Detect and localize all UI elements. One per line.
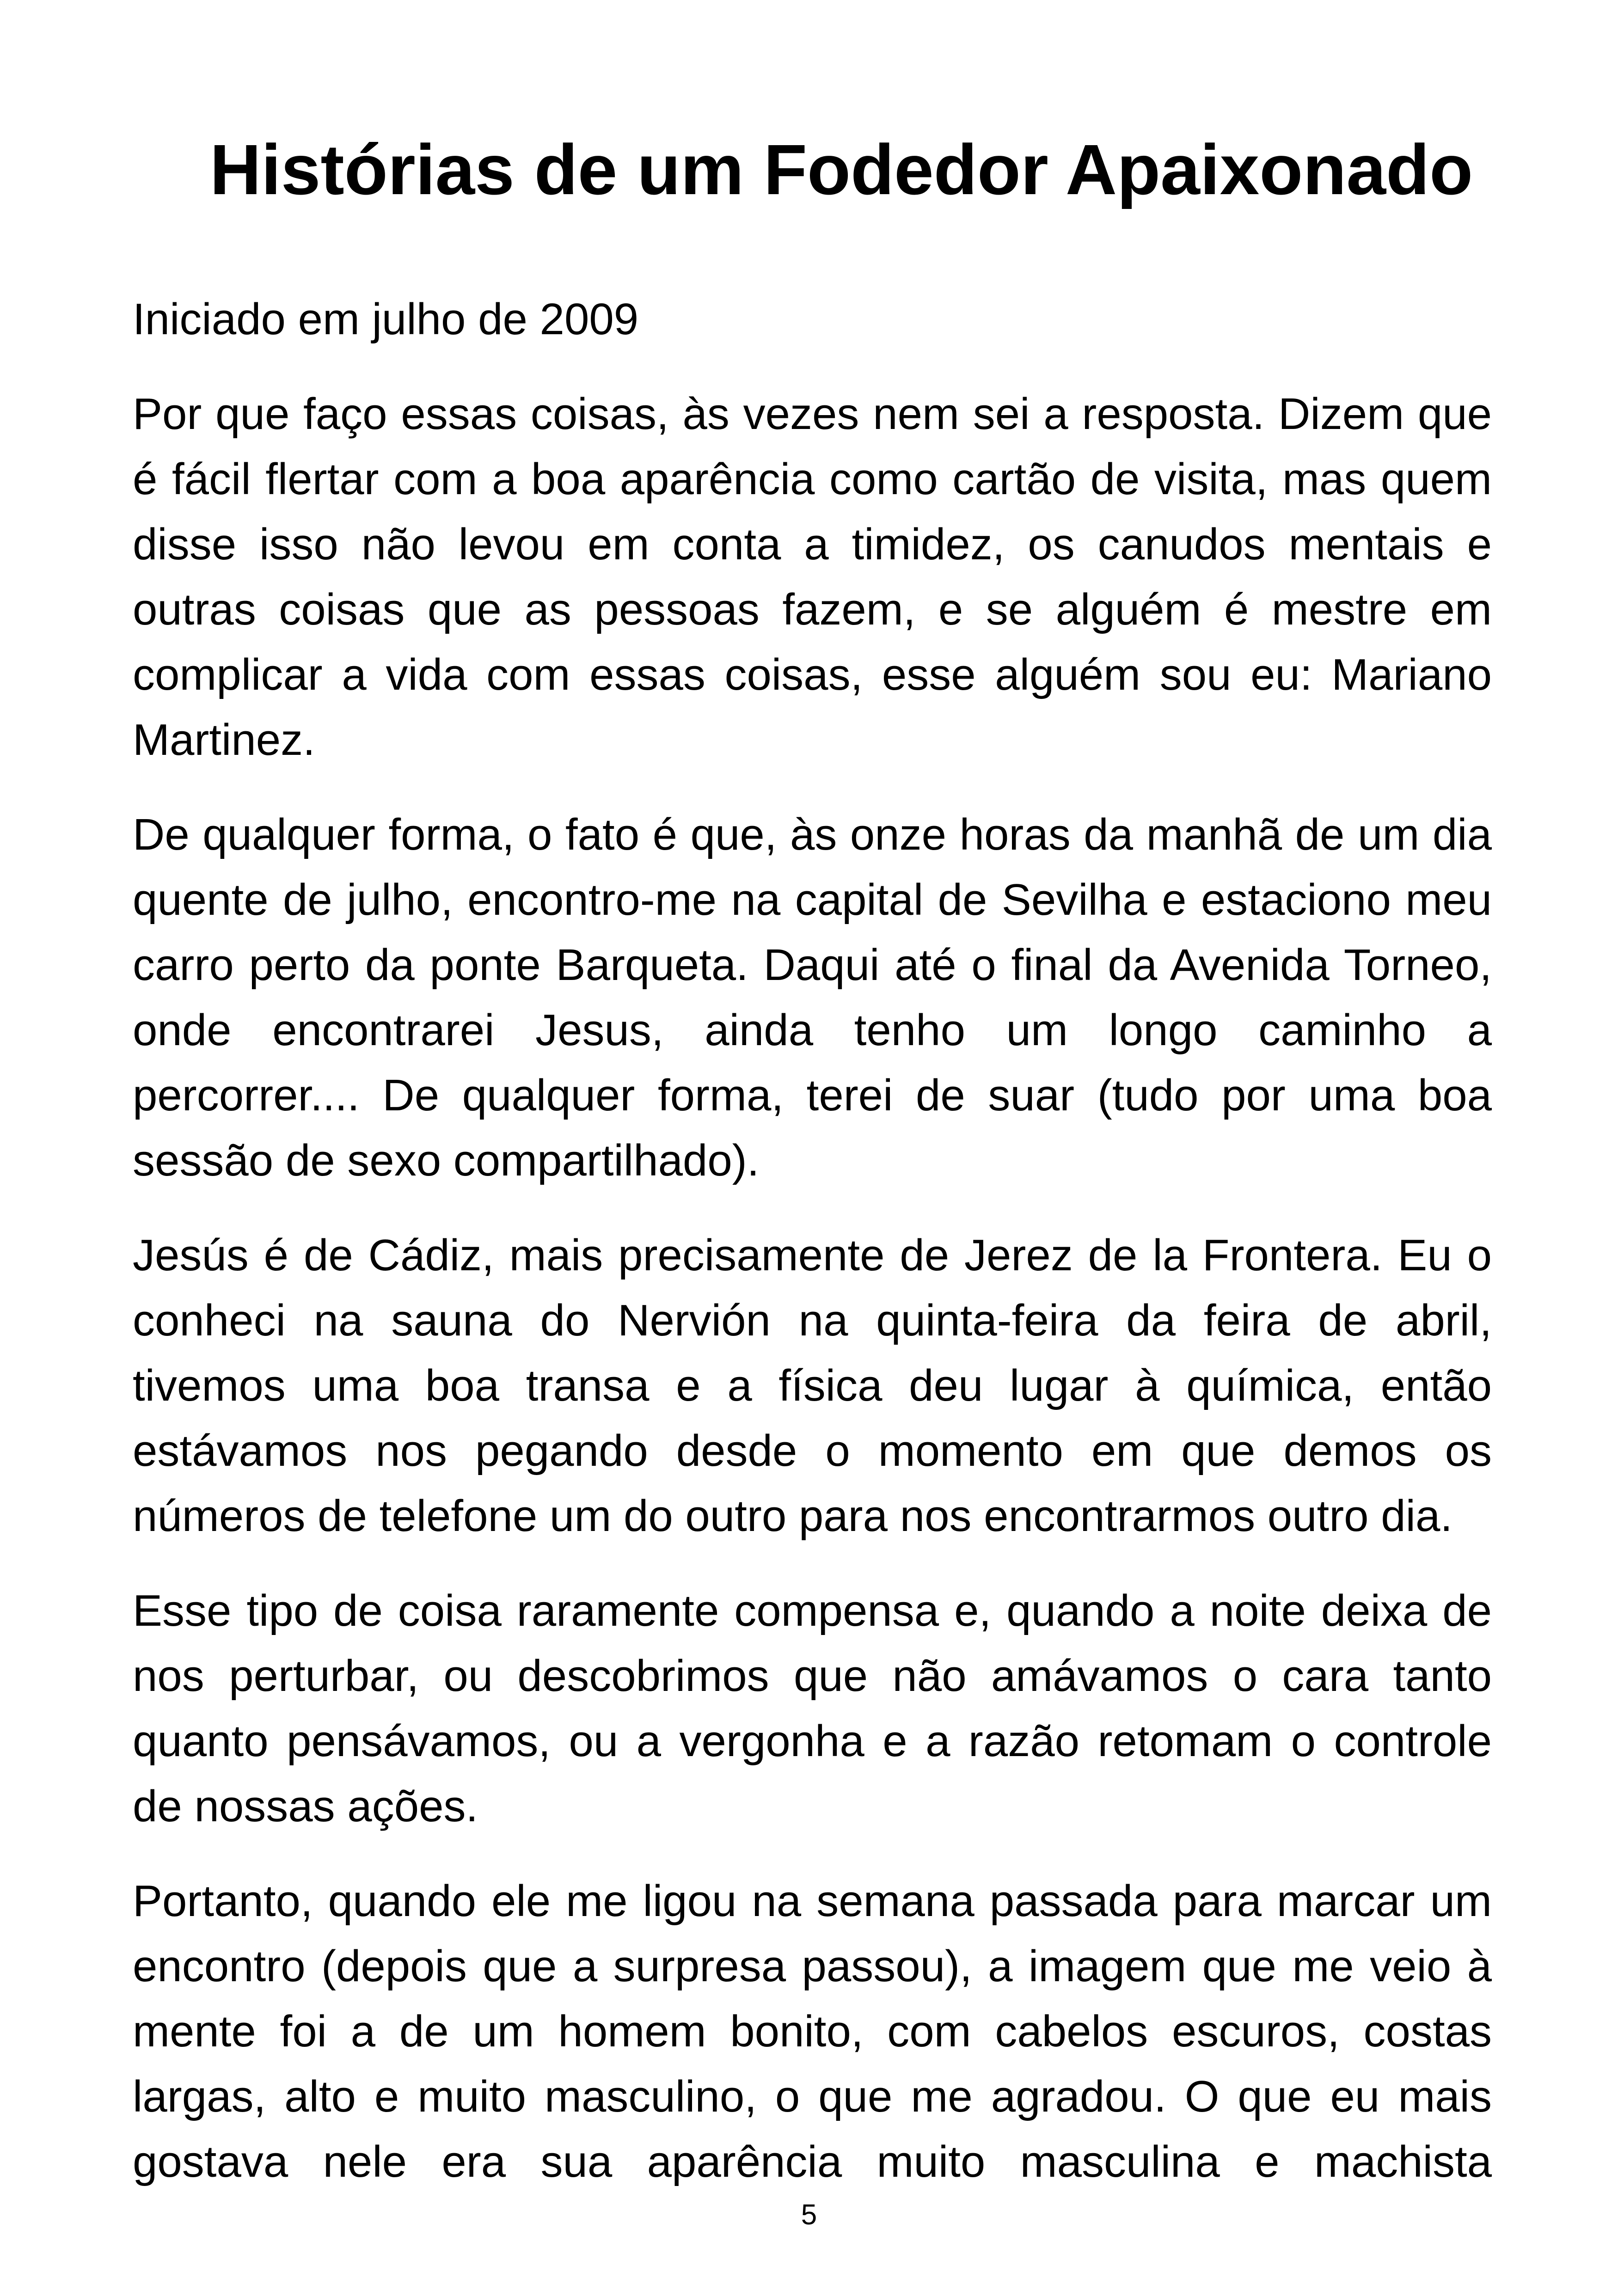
body-text <box>133 287 1492 2224</box>
page-number: 5 <box>801 2199 817 2231</box>
paragraph: Esse tipo de coisa raramente compensa e, quando a noite deixa de nos perturbar, ou descobrimos que não amávamos o cara tanto quanto pensávamos, ou a vergonha e a razão retomam o controle de nossas ações. <box>133 1586 1492 1831</box>
page-title: Histórias de um Fodedor Apaixonado <box>209 130 1473 210</box>
paragraph: Portanto, quando ele me ligou na semana passada para marcar um encontro (depois que a surpresa passou), a imagem que me veio à mente foi a de um homem bonito, com cabelos escuros, costas largas, alto e muito masculino, o que me agradou. O que eu mais gostava nele era sua aparência muito masculina e machista <box>133 1876 1492 2186</box>
paragraph: Por que faço essas coisas, às vezes nem sei a resposta. Dizem que é fácil flertar com a boa aparência como cartão de visita, mas quem disse isso não levou em conta a timidez, os canudos mentais e outras coisas que as pessoas fazem, e se alguém é mestre em complicar a vida com essas coisas, esse alguém sou eu: Mariano Martinez. <box>133 389 1492 765</box>
paragraph: De qualquer forma, o fato é que, às onze horas da manhã de um dia quente de julho, encontro-me na capital de Sevilha e estaciono meu carro perto da ponte Barqueta. Daqui até o final da Avenida Torneo, onde encontrarei Jesus, ainda tenho um longo caminho a percorrer.... De qualquer forma, terei de suar (tudo por uma boa sessão de sexo compartilhado). <box>133 810 1492 1185</box>
paragraph: Jesús é de Cádiz, mais precisamente de Jerez de la Frontera. Eu o conheci na sauna do Nervión na quinta-feira da feira de abril, tivemos uma boa transa e a física deu lugar à química, então estávamos nos pegando desde o momento em que demos os números de telefone um do outro para nos encontrarmos outro dia. <box>133 1231 1492 1541</box>
paragraph-intro-date: Iniciado em julho de 2009 <box>133 294 639 344</box>
